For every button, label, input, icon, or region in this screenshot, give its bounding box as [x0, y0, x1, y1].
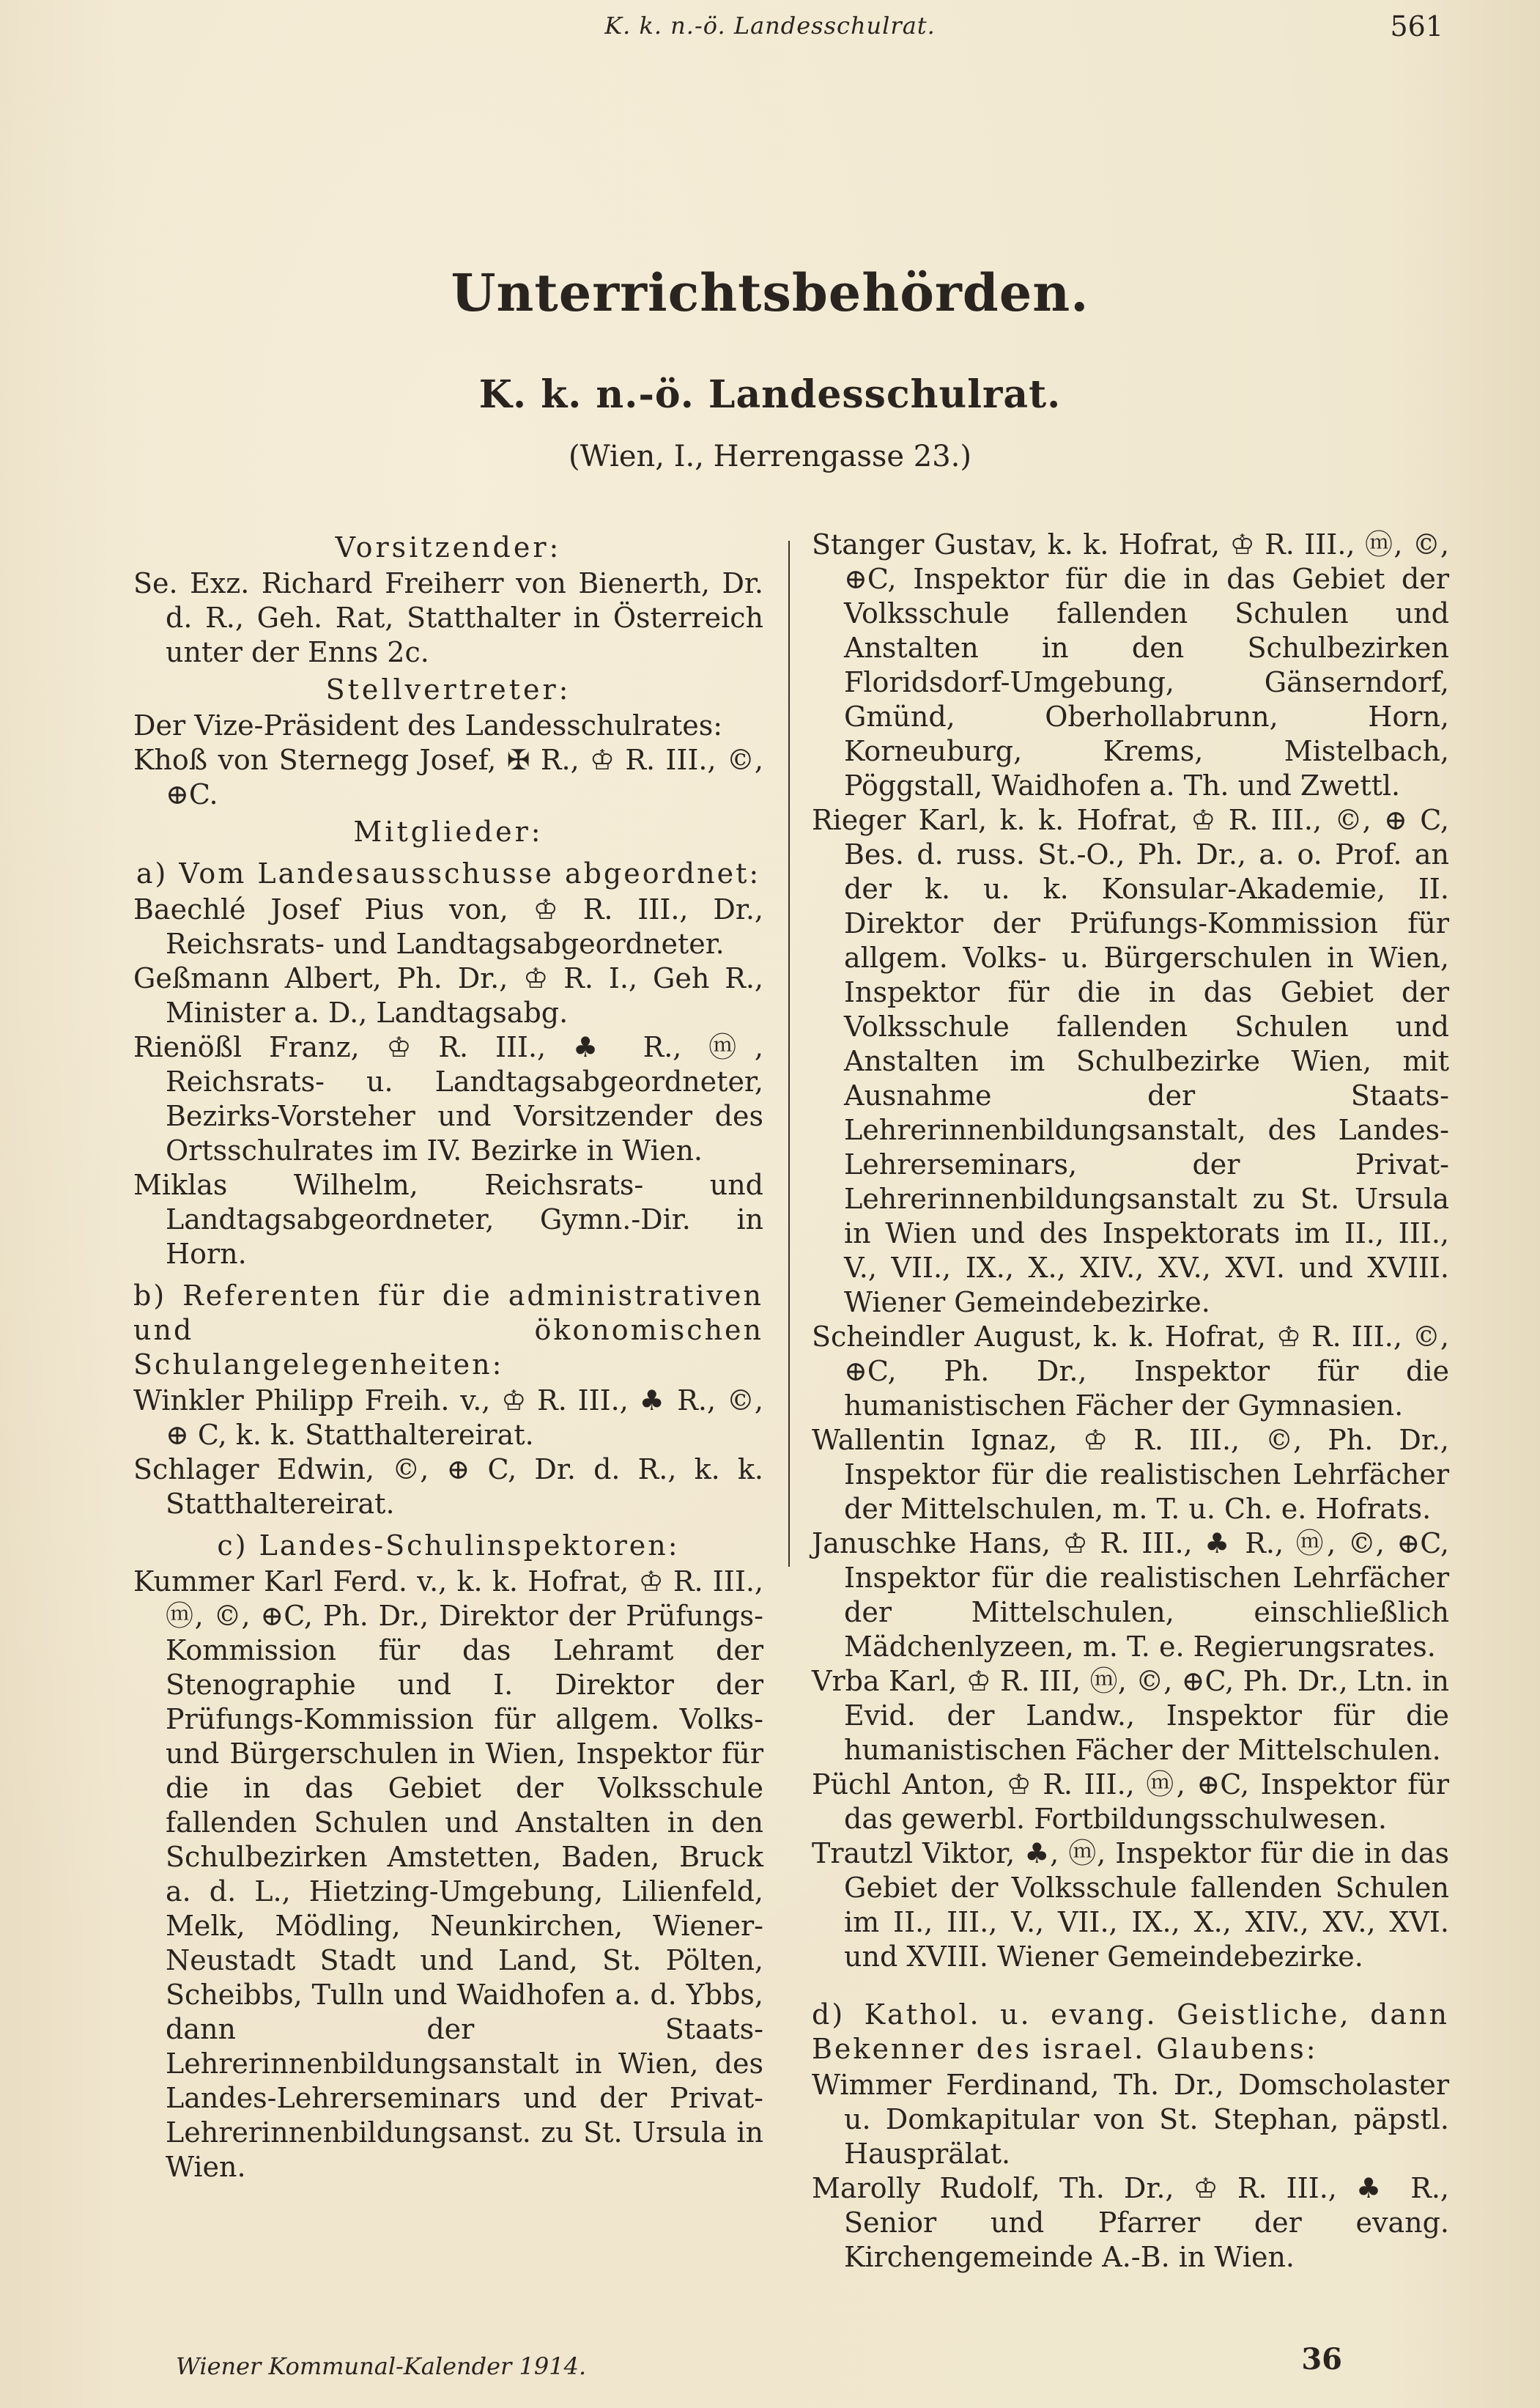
member-entry: Vrba Karl, ♔ R. III, ⓜ, ©, ⊕C, Ph. Dr., Ltn. in Evid. der Landw., Inspektor für die humanistischen Fächer der Mittelschulen.: [812, 1665, 1449, 1766]
section-title: K. k. n.-ö. Landesschulrat.: [478, 372, 1062, 417]
section-a-heading: a) Vom Landesausschusse abgeordnet:: [136, 857, 761, 890]
page-title: Unterrichtsbehörden.: [451, 262, 1089, 323]
footer-publication: Wiener Kommunal-Kalender 1914.: [176, 2352, 587, 2380]
member-entry: Stanger Gustav, k. k. Hofrat, ♔ R. III., ⓜ, ©, ⊕C, Inspektor für die in das Gebiet der Volksschule fallenden Schulen und Anstalten in den Schulbezirken Floridsdorf-Umgebung, Gänserndorf, Gmünd, Oberhollabrunn, Horn, Korneuburg, Krems, Mistelbach, Pöggstall, Waidhofen a. Th. und Zwettl.: [812, 528, 1449, 802]
member-entry: Winkler Philipp Freih. v., ♔ R. III., ♣ R., ©, ⊕ C, k. k. Statthaltereirat.: [133, 1384, 763, 1451]
address: (Wien, I., Herrengasse 23.): [569, 440, 971, 473]
member-entry: Rienößl Franz, ♔ R. III., ♣ R., ⓜ, Reichsrats- u. Landtagsabgeordneter, Bezirks-Vorsteher und Vorsitzender des Ortsschulrates im IV. Bezirke in Wien.: [133, 1031, 763, 1167]
member-entry: Scheindler August, k. k. Hofrat, ♔ R. III., ©, ⊕C, Ph. Dr., Inspektor für die humanistischen Fächer der Gymnasien.: [812, 1321, 1449, 1422]
right-column: [812, 528, 1449, 2275]
member-entry: Schlager Edwin, ©, ⊕ C, Dr. d. R., k. k. Statthaltereirat.: [133, 1453, 763, 1520]
stellvertreter-line-2: Khoß von Sternegg Josef, ✠ R., ♔ R. III., ©, ⊕C.: [133, 744, 763, 810]
column-divider: [788, 541, 790, 1567]
mitglieder-heading: Mitglieder:: [353, 816, 544, 848]
member-entry: Kummer Karl Ferd. v., k. k. Hofrat, ♔ R. III., ⓜ, ©, ⊕C, Ph. Dr., Direktor der Prüfungs-Kommission für das Lehramt der Stenographie und I. Direktor der Prüfungs-Kommission für allgem. Volks- und Bürgerschulen in Wien, Inspektor für die in das Gebiet der Volksschule fallenden Schulen und Anstalten in den Schulbezirken Amstetten, Baden, Bruck a. d. L., Hietzing-Umgebung, Lilienfeld, Melk, Mödling, Neunkirchen, Wiener-Neustadt Stadt und Land, St. Pölten, Scheibbs, Tulln und Waidhofen a. d. Ybbs, dann der Staats-Lehrerinnenbildungsanstalt in Wien, des Landes-Lehrerseminars und der Privat-Lehrerinnenbildungsanst. zu St. Ursula in Wien.: [133, 1565, 763, 2183]
member-entry: Wallentin Ignaz, ♔ R. III., ©, Ph. Dr., Inspektor für die realistischen Lehrfächer der Mittelschulen, m. T. u. Ch. e. Hofrats.: [812, 1424, 1449, 1525]
stellvertreter-heading: Stellvertreter:: [325, 673, 571, 706]
member-entry: Trautzl Viktor, ♣, ⓜ, Inspektor für die in das Gebiet der Volksschule fallenden Schulen im II., III., V., VII., IX., X., XIV., XV., XVI. und XVIII. Wiener Gemeindebezirke.: [812, 1837, 1449, 1973]
spacer: [812, 1974, 1449, 1990]
member-entry: Januschke Hans, ♔ R. III., ♣ R., ⓜ, ©, ⊕C, Inspektor für die realistischen Lehrfächer der Mittelschulen, einschließlich Mädchenlyzeen, m. T. e. Regierungsrates.: [812, 1527, 1449, 1663]
vorsitzender-heading: Vorsitzender:: [335, 531, 562, 564]
vorsitzender-text: Se. Exz. Richard Freiherr von Bienerth, Dr. d. R., Geh. Rat, Statthalter in Österreich unter der Enns 2c.: [133, 567, 763, 668]
member-entry: Wimmer Ferdinand, Th. Dr., Domscholaster u. Domkapitular von St. Stephan, päpstl. Hausprälat.: [812, 2069, 1449, 2170]
running-head: K. k. n.-ö. Landesschulrat.: [604, 12, 936, 40]
section-c-heading: c) Landes-Schulinspektoren:: [217, 1529, 680, 1562]
member-entry: Rieger Karl, k. k. Hofrat, ♔ R. III., ©, ⊕ C, Bes. d. russ. St.-O., Ph. Dr., a. o. Prof. an der k. u. k. Konsular-Akademie, II. Direktor der Prüfungs-Kommission für allgem. Volks- u. Bürgerschulen in Wien, Inspektor für die in das Gebiet der Volksschule fallenden Schulen und Anstalten im Schulbezirke Wien, mit Ausnahme der Staats-Lehrerinnenbildungsanstalt, des Landes-Lehrerseminars, der Privat-Lehrerinnenbildungsanstalt zu St. Ursula in Wien und des Inspektorats im II., III., V., VII., IX., X., XIV., XV., XVI. und XVIII. Wiener Gemeindebezirke.: [812, 804, 1449, 1318]
footer-signature-number: 36: [1301, 2342, 1342, 2376]
left-column: [133, 528, 763, 2184]
page-number: 561: [1390, 10, 1443, 43]
member-entry: Miklas Wilhelm, Reichsrats- und Landtagsabgeordneter, Gymn.-Dir. in Horn.: [133, 1169, 763, 1270]
member-entry: Geßmann Albert, Ph. Dr., ♔ R. I., Geh R., Minister a. D., Landtagsabg.: [133, 962, 763, 1029]
member-entry: Püchl Anton, ♔ R. III., ⓜ, ⊕C, Inspektor für das gewerbl. Fortbildungsschulwesen.: [812, 1768, 1449, 1835]
stellvertreter-line-1: Der Vize-Präsident des Landesschulrates:: [133, 709, 722, 742]
member-entry: Baechlé Josef Pius von, ♔ R. III., Dr., Reichsrats- und Landtagsabgeordneter.: [133, 893, 763, 960]
section-d-heading: d) Kathol. u. evang. Geistliche, dann Bekenner des israel. Glaubens:: [812, 1998, 1449, 2065]
section-b-heading: b) Referenten für die administrativen und ökonomischen Schulangelegenheiten:: [133, 1279, 763, 1381]
member-entry: Marolly Rudolf, Th. Dr., ♔ R. III., ♣ R., Senior und Pfarrer der evang. Kirchengemeinde A.-B. in Wien.: [812, 2172, 1449, 2273]
